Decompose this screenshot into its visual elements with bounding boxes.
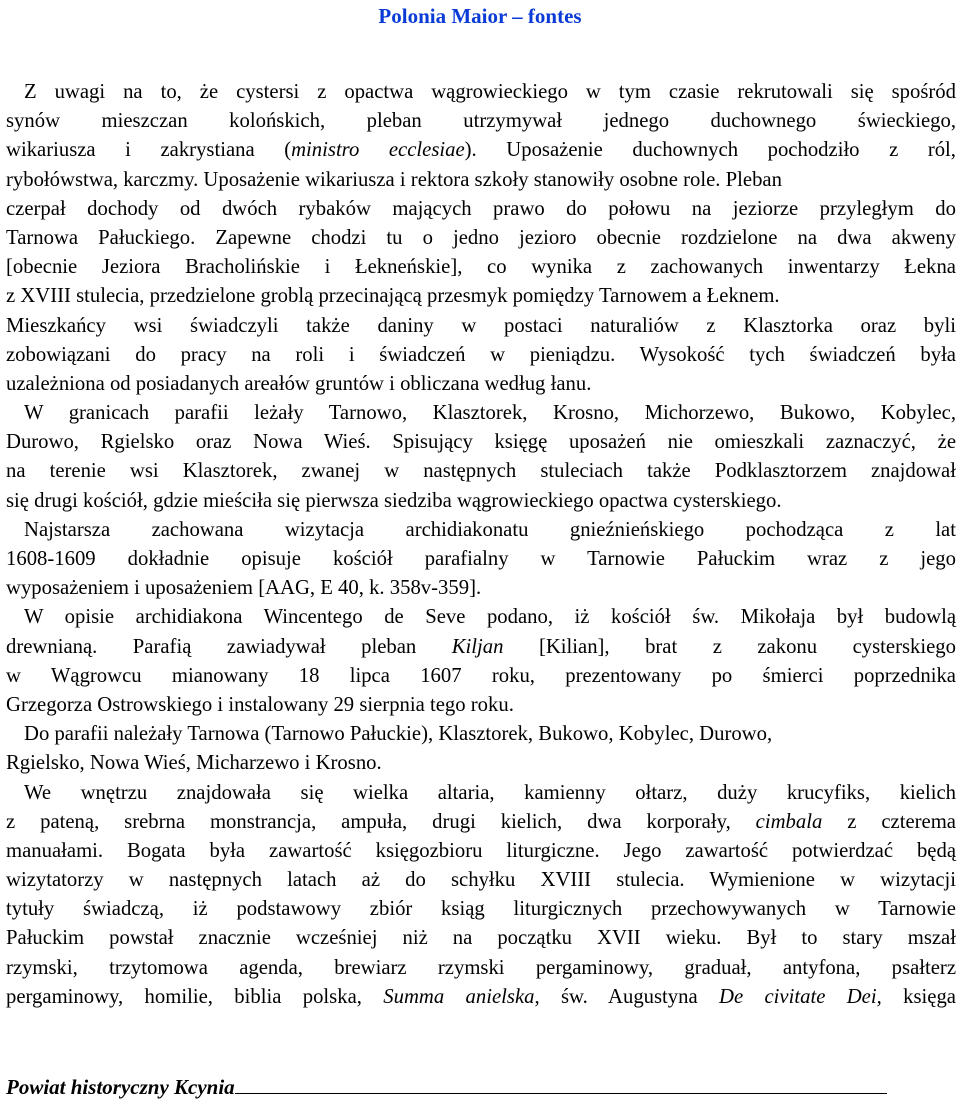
footer-label: Powiat historyczny Kcynia [6, 1075, 235, 1099]
text-segment: W opisie archidiakona Wincentego de Seve podano, iż kościół św. Mikołaja był budowlą [24, 606, 956, 629]
text-line [6, 954, 956, 983]
text-segment: Najstarsza zachowana wizytacja archidiakonatu gnieźnieńskiego pochodząca z lat [24, 518, 956, 541]
text-segment: We wnętrzu znajdowała się wielka altaria, kamienny ołtarz, duży krucyfiks, kielich [24, 781, 956, 804]
text-segment: z pateną, srebrna monstrancja, ampuła, drugi kielich, dwa korporały, [6, 810, 756, 833]
text-segment: czerpał dochody od dwóch rybaków mających prawo do połowu na jeziorze przyległym do [6, 197, 956, 220]
text-segment: Z uwagi na to, że cystersi z opactwa wągrowieckiego w tym czasie rekrutowali się spośród [24, 81, 956, 103]
text-segment: Mieszkańcy wsi świadczyli także daniny w postaci naturaliów z Klasztorka oraz byli [6, 314, 956, 337]
text-line [6, 253, 956, 282]
text-line [6, 224, 956, 253]
italic-text: De civitate Dei, [719, 985, 882, 1008]
text-segment: pergaminowy, homilie, biblia polska, [6, 985, 384, 1008]
text-segment: się drugi kościół, gdzie mieściła się pierwsza siedziba wągrowieckiego opactwa cysterskiego. [6, 489, 782, 512]
italic-text: ministro ecclesiae [291, 139, 465, 162]
text-line [6, 633, 956, 662]
italic-text: cimbala [755, 810, 823, 833]
text-segment: W granicach parafii leżały Tarnowo, Klasztorek, Krosno, Michorzewo, Bukowo, Kobylec, [24, 402, 956, 425]
text-line [6, 195, 956, 224]
text-segment: tytuły świadczą, iż podstawowy zbiór ksiąg liturgicznych przechowywanych w Tarnowie [6, 898, 956, 921]
text-segment: ). Uposażenie duchownych pochodziło z ról, [464, 139, 956, 162]
text-line [6, 166, 956, 195]
text-segment: Do parafii należały Tarnowa (Tarnowo Pałuckie), Klasztorek, Bukowo, Kobylec, Durowo, [24, 723, 773, 746]
text-segment: [Kilian], brat z zakonu cysterskiego [503, 635, 956, 658]
text-line [6, 720, 956, 749]
text-line [6, 983, 956, 1012]
text-line [6, 924, 956, 953]
text-segment: , św. Augustyna [534, 985, 720, 1008]
italic-text: Summa anielska [383, 985, 535, 1008]
text-line [6, 78, 956, 107]
text-segment: w Wągrowcu mianowany 18 lipca 1607 roku, prezentowany po śmierci poprzednika [6, 664, 956, 687]
text-line [6, 574, 956, 603]
text-line [6, 662, 956, 691]
text-segment: Pałuckim powstał znacznie wcześniej niż na początku XVII wieku. Był to stary mszał [6, 927, 956, 950]
text-segment: z XVIII stulecia, przedzielone groblą przecinającą przesmyk pomiędzy Tarnowem a Łeknem. [6, 285, 780, 308]
text-segment: [obecnie Jeziora Bracholińskie i Łekneńskie], co wynika z zachowanych inwentarzy Łekna [6, 256, 956, 279]
text-segment: 1608-1609 dokładnie opisuje kościół parafialny w Tarnowie Pałuckim wraz z jego [6, 548, 956, 570]
text-segment: z czterema [822, 810, 956, 833]
text-line [6, 895, 956, 924]
text-line [6, 545, 956, 574]
text-line [6, 136, 956, 165]
text-segment: wizytatorzy w następnych latach aż do schyłku XVIII stulecia. Wymienione w wizytacji [6, 869, 956, 892]
text-line [6, 691, 956, 720]
text-segment: księga [881, 985, 956, 1008]
text-line [6, 341, 956, 370]
text-line [6, 282, 956, 311]
text-line [6, 487, 956, 516]
text-segment: na terenie wsi Klasztorek, zwanej w następnych stuleciach także Podklasztorzem znajdował [6, 460, 956, 483]
text-segment: zobowiązani do pracy na roli i świadczeń w pieniądzu. Wysokość tych świadczeń była [6, 343, 956, 366]
text-line [6, 603, 956, 632]
text-segment: rzymski, trzytomowa agenda, brewiarz rzymski pergaminowy, graduał, antyfona, psałterz [6, 956, 956, 979]
text-line [6, 312, 956, 341]
text-segment: Durowo, Rgielsko oraz Nowa Wieś. Spisujący księgę uposażeń nie omieszkali zaznaczyć, że [6, 431, 956, 454]
text-line [6, 837, 956, 866]
text-segment: wyposażeniem i uposażeniem [AAG, E 40, k. 358v-359]. [6, 577, 482, 600]
text-segment: synów mieszczan kolońskich, pleban utrzymywał jednego duchownego świeckiego, [6, 110, 956, 133]
text-line [6, 516, 956, 545]
text-line [6, 107, 956, 136]
text-line [6, 428, 956, 457]
text-segment: Tarnowa Pałuckiego. Zapewne chodzi tu o jedno jezioro obecnie rozdzielone na dwa akweny [6, 226, 956, 249]
italic-text: Kiljan [451, 635, 504, 658]
text-segment: drewnianą. Parafią zawiadywał pleban [6, 635, 452, 658]
text-line [6, 399, 956, 428]
text-line [6, 370, 956, 399]
text-segment: uzależniona od posiadanych areałów gruntów i obliczana według łanu. [6, 372, 592, 395]
text-segment: rybołówstwa, karczmy. Uposażenie wikariusza i rektora szkoły stanowiły osobne role. Pleban [6, 168, 782, 191]
text-segment: manuałami. Bogata była zawartość księgozbioru liturgiczne. Jego zawartość potwierdzać będą [6, 839, 956, 862]
text-line [6, 749, 956, 778]
text-segment: wikariusza i zakrystiana ( [6, 139, 292, 162]
text-line [6, 457, 956, 486]
text-line [6, 779, 956, 808]
page-footer [6, 1075, 936, 1100]
footer-rule [235, 1075, 887, 1094]
text-segment: Grzegorza Ostrowskiego i instalowany 29 sierpnia tego roku. [6, 693, 514, 716]
text-line [6, 866, 956, 895]
text-line [6, 808, 956, 837]
page-header-title: Polonia Maior – fontes [378, 4, 582, 28]
text-segment: Rgielsko, Nowa Wieś, Micharzewo i Krosno. [6, 752, 382, 775]
document-body [6, 78, 956, 1012]
